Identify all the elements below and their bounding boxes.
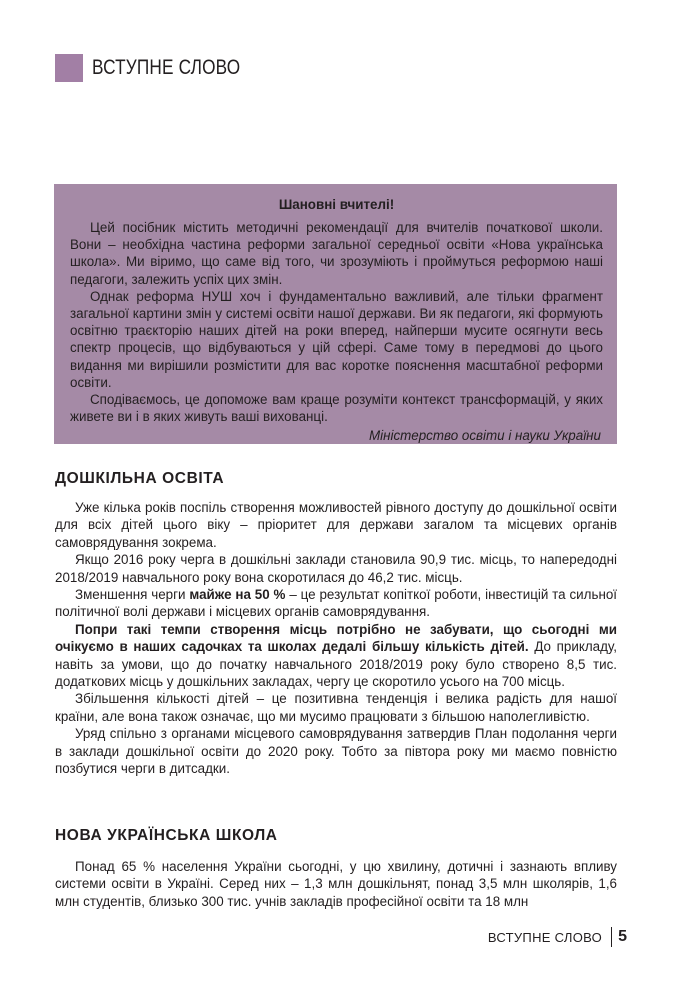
page-header	[55, 54, 273, 82]
section-title-preschool: ДОШКІЛЬНА ОСВІТА	[55, 470, 225, 487]
footer-divider	[611, 927, 612, 947]
text-run: Зменшення черги	[75, 587, 190, 603]
footer-section-name: ВСТУПНЕ СЛОВО	[487, 929, 603, 945]
letter-greeting: Шановні вчителі!	[278, 197, 395, 212]
text-run: – це результат копіткої роботи, інвестицій та сильної політичної волі держави і місцевих органів самоврядування.	[55, 587, 618, 620]
paragraph: Уже кілька років поспіль створення можливостей рівного доступу до дошкільної освіти для всіх дітей цього віку – пріоритет для держави загалом та місцевих органів самоврядування зокрема.	[55, 500, 617, 550]
paragraph	[55, 621, 617, 691]
paragraph	[55, 586, 617, 621]
header-title: ВСТУПНЕ СЛОВО	[92, 56, 241, 79]
nus-section	[55, 826, 617, 910]
paragraph: Понад 65 % населення України сьогодні, у цю хвилину, дотичні і зазнають впливу системи освіти в Україні. Серед них – 1,3 млн дошкільнят, понад 3,5 млн школярів, 1,6 млн студентів, близько 300 тис. учнів закладів професійної освіти та 18 млн	[55, 859, 617, 909]
page-footer	[488, 926, 627, 948]
header-color-square	[55, 54, 83, 82]
letter-signature: Міністерство освіти і науки України	[368, 428, 601, 444]
paragraph: Уряд спільно з органами місцевого самоврядування затвердив План подолання черги в заклади дошкільної освіти до 2020 року. Тобто за півтора року ми маємо повністю позбутися черги в дитсадки.	[55, 726, 617, 777]
ministry-letter-box	[54, 184, 617, 444]
section-title-nus: НОВА УКРАЇНСЬКА ШКОЛА	[55, 827, 278, 844]
letter-paragraph: Однак реформа НУШ хоч і фундаментально важливий, але тільки фрагмент загальної картини змін у системі освіти нашої держави. Ви як педагоги, які формують освітню траєкторію наших дітей на роки вперед, найперши мусите осягнути весь спектр процесів, що відбуваються у цій сфері. Саме тому в передмові до цього видання ми вирішили розмістити для вас коротке пояснення масштабної реформи освіти.	[70, 288, 603, 390]
paragraph: Збільшення кількості дітей – це позитивна тенденція і велика радість для нашої країни, але вона також означає, що ми мусимо працювати з більшою наполегливістю.	[55, 691, 617, 724]
preschool-section	[55, 469, 617, 778]
letter-paragraph: Сподіваємось, це допоможе вам краще розуміти контекст трансформацій, у яких живете ви і в яких живуть ваші вихованці.	[70, 392, 603, 425]
bold-text: Попри такі темпи створення місць потрібно не забувати, що сьогодні ми очікуємо в наших садочках та школах дедалі більшу кількість дітей.	[55, 621, 617, 655]
bold-text: майже на 50 %	[189, 587, 286, 603]
text-run: До прикладу, навіть за умови, що до початку навчального 2018/2019 року було створено 8,5 тис. додаткових місць у дошкільних закладах, чергу це скоротило усього на 700 місць.	[55, 639, 617, 690]
page-number: 5	[618, 928, 627, 945]
paragraph: Якщо 2016 року черга в дошкільні заклади становила 90,9 тис. місць, то напередодні 2018/2019 навчального року вона скоротилася до 46,2 тис. місць.	[55, 552, 617, 585]
letter-paragraph: Цей посібник містить методичні рекомендації для вчителів початкової школи. Вони – необхідна частина реформи загальної середньої освіти «Нова українська школа». Ми віримо, що саме від того, чи зрозуміють і проймуться реформою наші педагоги, залежить успіх цих змін.	[70, 220, 603, 287]
